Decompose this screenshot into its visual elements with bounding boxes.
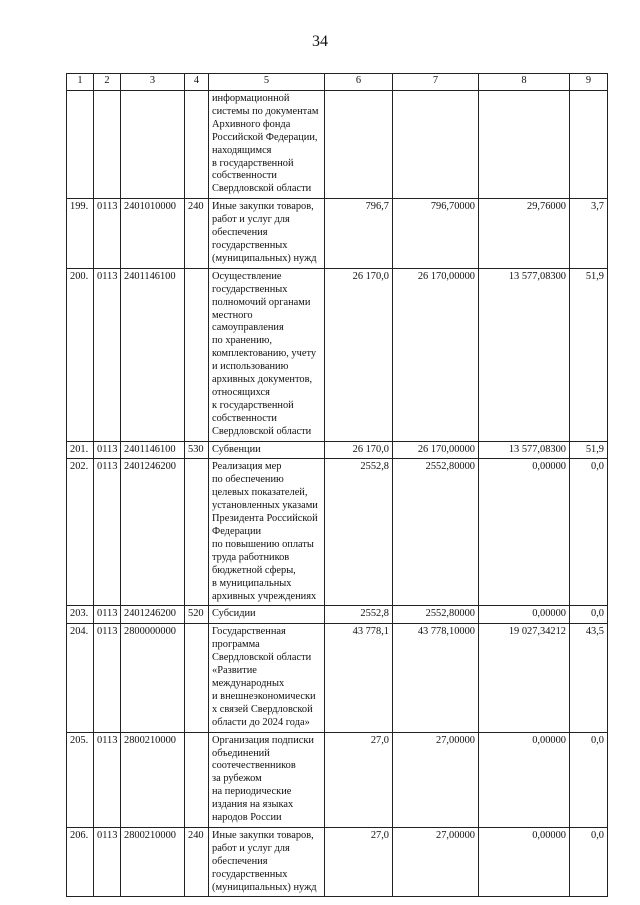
plan-amount-cell: 26 170,0: [325, 441, 393, 459]
header-cell: 6: [325, 74, 393, 91]
target-code-cell: 2800210000: [121, 732, 185, 827]
item-name-cell: Реализация мер по обеспечению целевых показателей, установленных указами Президента Российской Федерации по повышению оплаты труда работников бюджетной сферы, в муниципальных архивных учреждениях: [209, 459, 325, 606]
table-row: [67, 827, 608, 897]
plan-amount-cell: [325, 91, 393, 199]
page-number: 34: [312, 33, 328, 50]
table-row: [67, 441, 608, 459]
expense-type-cell: 240: [185, 827, 209, 897]
target-code-cell: 2401010000: [121, 199, 185, 269]
plan-precise-amount-cell: 796,70000: [393, 199, 479, 269]
percent-cell: 0,0: [570, 459, 608, 606]
executed-amount-cell: 13 577,08300: [479, 441, 570, 459]
expense-type-cell: [185, 732, 209, 827]
expense-type-cell: [185, 624, 209, 732]
item-name-cell: Иные закупки товаров, работ и услуг для обеспечения государственных (муниципальных) нужд: [209, 827, 325, 897]
plan-amount-cell: 27,0: [325, 827, 393, 897]
executed-amount-cell: 0,00000: [479, 459, 570, 606]
row-number-cell: 200.: [67, 268, 94, 441]
item-name-cell: Осуществление государственных полномочий органами местного самоуправления по хранению, комплектованию, учету и использованию архивных документов, относящихся к государственной собственности Свердловской области: [209, 268, 325, 441]
item-name-cell: Иные закупки товаров, работ и услуг для обеспечения государственных (муниципальных) нужд: [209, 199, 325, 269]
row-number-cell: [67, 91, 94, 199]
header-cell: 8: [479, 74, 570, 91]
budget-table: [66, 73, 608, 897]
section-code-cell: [94, 91, 121, 199]
section-code-cell: 0113: [94, 606, 121, 624]
plan-precise-amount-cell: 43 778,10000: [393, 624, 479, 732]
item-name-cell: Государственная программа Свердловской области «Развитие международных и внешнеэкономически х связей Свердловской области до 2024 года»: [209, 624, 325, 732]
table-row: [67, 459, 608, 606]
percent-cell: 0,0: [570, 732, 608, 827]
plan-amount-cell: 27,0: [325, 732, 393, 827]
section-code-cell: 0113: [94, 624, 121, 732]
target-code-cell: [121, 91, 185, 199]
plan-amount-cell: 2552,8: [325, 459, 393, 606]
plan-amount-cell: 796,7: [325, 199, 393, 269]
target-code-cell: 2800210000: [121, 827, 185, 897]
header-cell: 7: [393, 74, 479, 91]
row-number-cell: 204.: [67, 624, 94, 732]
percent-cell: 3,7: [570, 199, 608, 269]
table-row: [67, 199, 608, 269]
header-cell: 2: [94, 74, 121, 91]
percent-cell: 0,0: [570, 606, 608, 624]
table-row: [67, 606, 608, 624]
plan-precise-amount-cell: 27,00000: [393, 732, 479, 827]
expense-type-cell: [185, 91, 209, 199]
plan-precise-amount-cell: 27,00000: [393, 827, 479, 897]
plan-amount-cell: 43 778,1: [325, 624, 393, 732]
section-code-cell: 0113: [94, 459, 121, 606]
expense-type-cell: 240: [185, 199, 209, 269]
plan-precise-amount-cell: 2552,80000: [393, 459, 479, 606]
row-number-cell: 202.: [67, 459, 94, 606]
row-number-cell: 205.: [67, 732, 94, 827]
executed-amount-cell: 0,00000: [479, 732, 570, 827]
expense-type-cell: [185, 268, 209, 441]
expense-type-cell: 530: [185, 441, 209, 459]
percent-cell: 51,9: [570, 268, 608, 441]
plan-amount-cell: 26 170,0: [325, 268, 393, 441]
target-code-cell: 2401146100: [121, 268, 185, 441]
row-number-cell: 203.: [67, 606, 94, 624]
table-row: [67, 624, 608, 732]
header-cell: 5: [209, 74, 325, 91]
section-code-cell: 0113: [94, 441, 121, 459]
table-row: [67, 732, 608, 827]
row-number-cell: 199.: [67, 199, 94, 269]
executed-amount-cell: [479, 91, 570, 199]
header-cell: 1: [67, 74, 94, 91]
section-code-cell: 0113: [94, 268, 121, 441]
percent-cell: 51,9: [570, 441, 608, 459]
plan-amount-cell: 2552,8: [325, 606, 393, 624]
item-name-cell: Организация подписки объединений соотечественников за рубежом на периодические издания на языках народов России: [209, 732, 325, 827]
percent-cell: 0,0: [570, 827, 608, 897]
target-code-cell: 2401246200: [121, 606, 185, 624]
row-number-cell: 201.: [67, 441, 94, 459]
plan-precise-amount-cell: [393, 91, 479, 199]
table-row: [67, 91, 608, 199]
target-code-cell: 2401146100: [121, 441, 185, 459]
plan-precise-amount-cell: 26 170,00000: [393, 268, 479, 441]
header-cell: 4: [185, 74, 209, 91]
percent-cell: [570, 91, 608, 199]
expense-type-cell: 520: [185, 606, 209, 624]
section-code-cell: 0113: [94, 199, 121, 269]
item-name-cell: Субсидии: [209, 606, 325, 624]
table-header-row: [67, 74, 608, 91]
expense-type-cell: [185, 459, 209, 606]
target-code-cell: 2401246200: [121, 459, 185, 606]
percent-cell: 43,5: [570, 624, 608, 732]
header-cell: 3: [121, 74, 185, 91]
section-code-cell: 0113: [94, 827, 121, 897]
header-cell: 9: [570, 74, 608, 91]
section-code-cell: 0113: [94, 732, 121, 827]
plan-precise-amount-cell: 26 170,00000: [393, 441, 479, 459]
executed-amount-cell: 29,76000: [479, 199, 570, 269]
target-code-cell: 2800000000: [121, 624, 185, 732]
plan-precise-amount-cell: 2552,80000: [393, 606, 479, 624]
item-name-cell: Субвенции: [209, 441, 325, 459]
item-name-cell: информационной системы по документам Архивного фонда Российской Федерации, находящимся в государственной собственности Свердловской области: [209, 91, 325, 199]
executed-amount-cell: 19 027,34212: [479, 624, 570, 732]
table-row: [67, 268, 608, 441]
executed-amount-cell: 0,00000: [479, 606, 570, 624]
row-number-cell: 206.: [67, 827, 94, 897]
executed-amount-cell: 0,00000: [479, 827, 570, 897]
executed-amount-cell: 13 577,08300: [479, 268, 570, 441]
